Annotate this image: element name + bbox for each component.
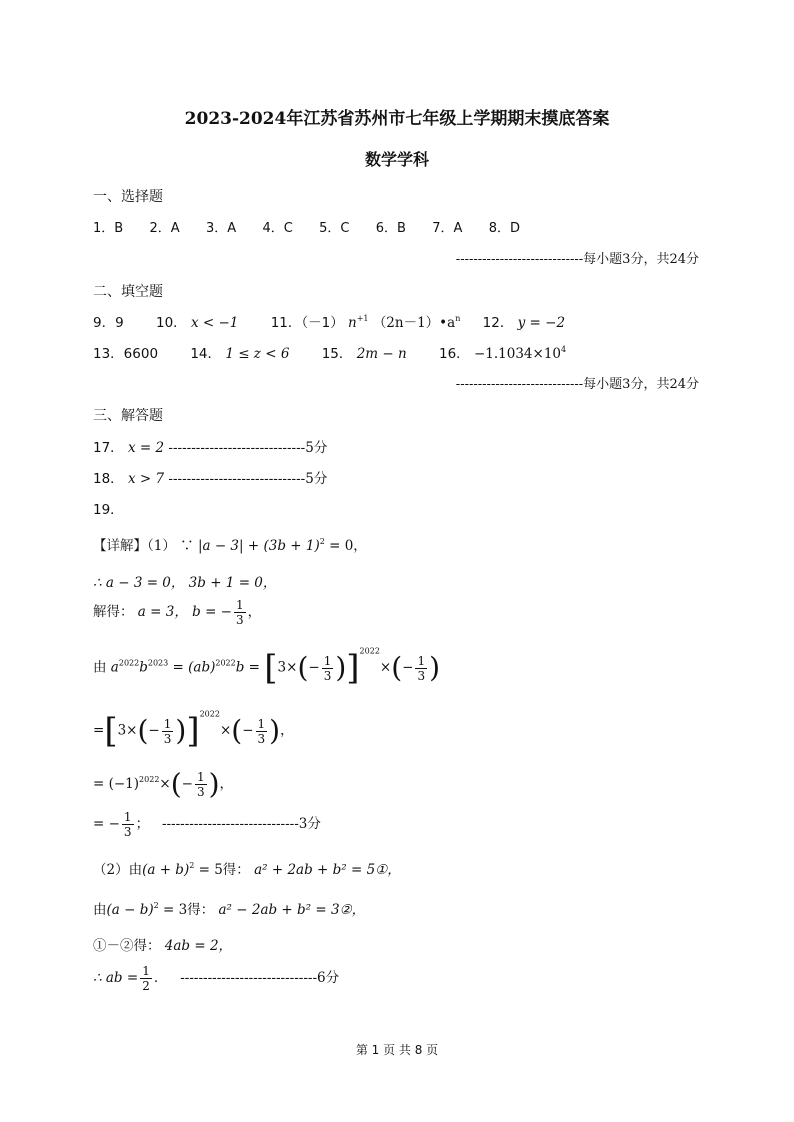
left-bracket: [: [264, 648, 278, 688]
solution-line-4: 由 $a^{2022}b^{2023} = (ab)^{2022}b = [3\times(-$ $\frac{1}{3}$ )]$^{2022}$×(− $\frac{1}{3}$ ): [93, 646, 441, 688]
answer-11-n: n: [348, 315, 357, 331]
right-paren: ): [208, 767, 220, 801]
answer-10-label: 10．: [155, 315, 187, 331]
fraction-one-third: [415, 654, 427, 683]
solution-part2-line-2: [93, 898, 365, 918]
q18-score: ------------------------------5分: [168, 471, 328, 487]
numerator: 1: [323, 653, 332, 668]
answer-11-rest: （2n－1）•a: [372, 315, 456, 331]
q17-label: 17．: [93, 440, 124, 456]
answer-14-label: 14．: [190, 346, 222, 362]
denominator: 3: [163, 731, 172, 746]
page-footer: 第 1 页 共 8 页: [355, 1043, 439, 1057]
section-heading-fill: 二、填空题: [93, 284, 163, 300]
section-heading-choice: 一、选择题: [93, 189, 163, 205]
answer-16-expr: −1.1034×10: [473, 346, 562, 362]
denominator: 2: [142, 979, 150, 993]
answer-12-label: 12．: [482, 315, 514, 331]
denominator: 3: [417, 668, 426, 683]
answer-5: 5．C: [319, 221, 350, 236]
because-symbol: ∵: [180, 538, 194, 554]
l4-a: a: [110, 659, 119, 676]
q17-expr: x = 2: [127, 440, 165, 456]
answer-15-label: 15．: [321, 346, 353, 362]
answer-16-label: 16．: [438, 346, 470, 362]
answer-8: 8．D: [488, 221, 521, 236]
l1-expr: |a − 3| + (3b + 1): [197, 538, 320, 554]
l6-prefix: = (−1): [93, 776, 140, 792]
fill-answers-row-2: [93, 342, 566, 362]
l3-end: ，: [247, 604, 262, 620]
answer-11-exp: +1: [356, 314, 369, 323]
p2-result: a² + 2ab + b² = 5①，: [254, 862, 401, 878]
bracket-inner: 3×: [117, 722, 138, 739]
l3-a: a = 3，: [137, 604, 188, 620]
left-paren: (: [231, 714, 243, 747]
p2-mid: = 5得：: [194, 862, 250, 878]
answer-7: 7．A: [432, 221, 463, 236]
l4-eq: =: [168, 659, 189, 676]
denominator: 3: [123, 825, 132, 839]
bracket-exp: 2022: [199, 709, 220, 719]
answer-14-expr: 1 ≤ z < 6: [225, 346, 290, 362]
solution-part2-line-1: [93, 858, 401, 878]
solution-line-1: [93, 534, 367, 554]
fraction-one-third: [234, 598, 246, 627]
p5-prefix: ∴ ab =: [93, 970, 139, 986]
l7-score: ------------------------------3分: [161, 816, 321, 832]
answer-11-exp2: n: [455, 314, 461, 323]
solution-line-7: [93, 810, 321, 839]
times-symbol: ×: [219, 722, 232, 739]
answer-3: 3．A: [205, 221, 237, 236]
fraction-one-third: [122, 810, 134, 839]
l7-prefix: = −: [93, 816, 120, 832]
fraction-one-third: [162, 717, 174, 746]
l4-b2: b =: [235, 659, 265, 676]
answer-11-label: 11．（－1）: [270, 315, 344, 331]
right-bracket: ]: [346, 648, 360, 688]
l1-exp: 2: [319, 537, 325, 546]
answer-15-expr: 2m − n: [356, 346, 407, 362]
numerator: 1: [236, 598, 244, 612]
l4-ab: (ab): [188, 659, 216, 676]
numerator: 1: [257, 716, 266, 731]
numerator: 1: [417, 653, 426, 668]
answer-1: 1．B: [93, 221, 124, 236]
denominator: 3: [196, 785, 205, 799]
fraction-one-third: [195, 770, 207, 799]
right-bracket: ]: [186, 711, 200, 751]
answer-2: 2．A: [149, 221, 180, 236]
right-paren: ): [269, 714, 281, 747]
p3-result: a² − 2ab + b² = 3②，: [218, 902, 366, 918]
l3-b: b = −: [192, 604, 232, 620]
l1-end: = 0，: [324, 538, 367, 554]
l4-e2: 2023: [147, 658, 169, 668]
solution-line-2: ∴ a − 3 = 0， 3b + 1 = 0，: [93, 575, 277, 591]
solution-part2-line-4: [93, 964, 339, 993]
answer-10-expr: x < −1: [190, 315, 239, 331]
l6-end: ，: [219, 776, 234, 792]
bracket-inner: 3×: [277, 659, 298, 676]
p3-mid: = 3得：: [158, 902, 215, 918]
fill-answers-row-1: [93, 311, 565, 331]
solution-line-6: = $(-1)^{2022}\times(-$ $\frac{1}{3}$ )，: [93, 767, 234, 801]
l3-label: 解得：: [93, 604, 134, 620]
document-title: 2023-2024年江苏省苏州市七年级上学期期末摸底答案: [184, 109, 610, 129]
numerator: 1: [196, 770, 205, 784]
p4-label: ①－②得：: [93, 938, 161, 954]
right-paren: ): [335, 651, 347, 684]
answer-18: [93, 467, 327, 487]
q18-expr: x > 7: [127, 471, 165, 487]
choice-answers-row: [93, 217, 542, 236]
p3-exp: 2: [153, 901, 159, 910]
document-subtitle: 数学学科: [364, 150, 429, 169]
answer-6: 6．B: [375, 221, 406, 236]
score-note-choice: -----------------------------每小题3分，共24分: [455, 252, 699, 267]
l4-e3: 2022: [215, 658, 236, 668]
l4-prefix: 由: [93, 659, 107, 676]
l4-e1: 2022: [118, 658, 140, 668]
right-paren: ): [175, 714, 187, 747]
solution-part2-line-3: [93, 934, 232, 954]
denominator: 3: [236, 613, 244, 627]
left-paren: (: [297, 651, 309, 684]
p5-end: ．: [153, 970, 168, 986]
left-bracket: [: [104, 711, 118, 751]
fraction-one-third: [322, 654, 334, 683]
solution-line-3: [93, 598, 261, 627]
solution-line-5: =[3×(− $\frac{1}{3}$ )]$^{2022}$×(− $\frac{1}{3}$ )，: [93, 709, 294, 751]
numerator: 1: [142, 964, 150, 978]
p3-prefix: 由: [93, 902, 107, 918]
answer-16-exp: 4: [561, 345, 567, 354]
times-symbol: ×: [379, 659, 392, 676]
denominator: 3: [323, 668, 332, 683]
q17-score: ------------------------------5分: [168, 440, 328, 456]
fraction-one-half: [140, 964, 152, 993]
l4-b: b: [139, 659, 148, 676]
fraction-one-third: [256, 717, 268, 746]
denominator: 3: [257, 731, 266, 746]
p5-score: ------------------------------6分: [180, 970, 340, 986]
left-paren: (: [391, 651, 403, 684]
left-paren: (: [137, 714, 149, 747]
p2-expr: (a + b): [142, 862, 190, 878]
q19-label: 19．: [93, 502, 124, 518]
p2-label: （2）由: [93, 862, 143, 878]
answer-17: [93, 436, 327, 456]
l6-exp: 2022: [139, 775, 160, 784]
score-note-fill: -----------------------------每小题3分，共24分: [455, 377, 699, 392]
p4-result: 4ab = 2，: [164, 938, 233, 954]
bracket-exp: 2022: [359, 646, 380, 656]
answer-13: 13．6600: [93, 346, 159, 362]
times-symbol: ×: [159, 776, 171, 792]
section-heading-solve: 三、解答题: [93, 408, 163, 424]
answer-12-expr: y = −2: [517, 315, 566, 331]
answer-4: 4．C: [262, 221, 293, 236]
l7-end: ；: [135, 816, 150, 832]
p2-exp: 2: [189, 861, 195, 870]
q18-label: 18．: [93, 471, 124, 487]
detail-label: 【详解】（1）: [93, 538, 176, 554]
numerator: 1: [163, 716, 172, 731]
numerator: 1: [123, 810, 132, 824]
left-paren: (: [170, 767, 182, 801]
p3-expr: (a − b): [106, 902, 154, 918]
answer-9: 9．9: [93, 315, 124, 331]
right-paren: ): [429, 651, 441, 684]
